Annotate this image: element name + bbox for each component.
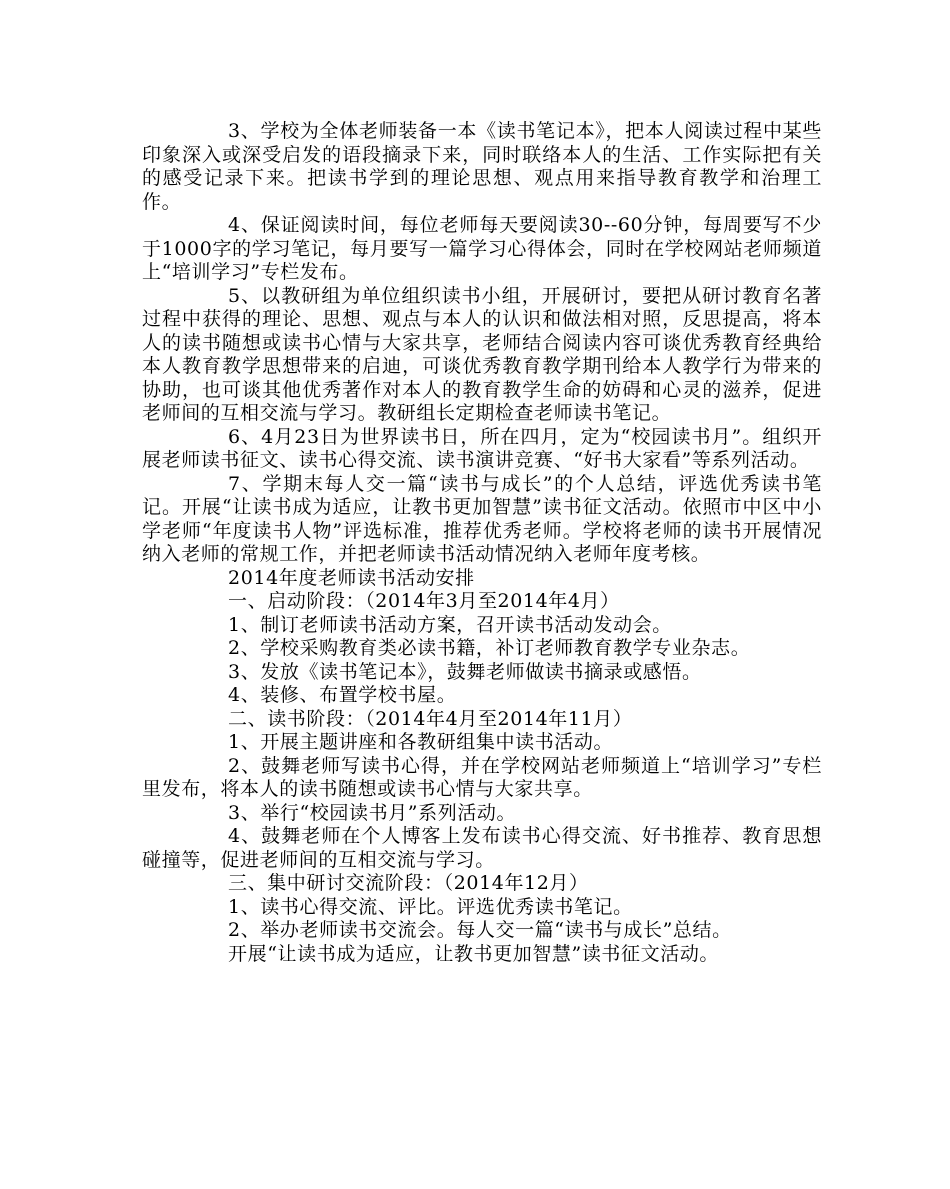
paragraph-item-5: 5、以教研组为单位组织读书小组，开展研讨，要把从研讨教育名著过程中获得的理论、思想、观点与本人的认识和做法相对照，反思提高，将本人的读书随想或读书心情与大家共享，老师结合阅读内容可谈优秀教育经典给本人教育教学思想带来的启迪，可谈优秀教育教学期刊给本人教学行为带来的协助，也可谈其他优秀著作对本人的教育教学生命的妨碍和心灵的滋养，促进老师间的互相交流与学习。教研组长定期检查老师读书笔记。 (142, 284, 822, 424)
phase2-item-4: 4、鼓舞老师在个人博客上发布读书心得交流、好书推荐、教育思想碰撞等，促进老师间的互相交流与学习。 (142, 825, 822, 871)
phase1-item-1: 1、制订老师读书活动方案，召开读书活动发动会。 (228, 613, 672, 636)
phase2-item-3: 3、举行“校园读书月”系列活动。 (228, 801, 517, 824)
paragraph-item-3: 3、学校为全体老师装备一本《读书笔记本》，把本人阅读过程中某些印象深入或深受启发的语段摘录下来，同时联络本人的生活、工作实际把有关的感受记录下来。把读书学到的理论思想、观点用来指导教育教学和治理工作。 (142, 120, 822, 213)
phase1-item-2: 2、学校采购教育类必读书籍，补订老师教育教学专业杂志。 (228, 637, 751, 659)
phase2-item-2: 2、鼓舞老师写读书心得，并在学校网站老师频道上“培训学习”专栏里发布，将本人的读书随想或读书心情与大家共享。 (142, 754, 822, 800)
phase3-item-3: 开展“让读书成为适应，让教书更加智慧”读书征文活动。 (228, 942, 720, 965)
paragraph-item-6: 6、4月23日为世界读书日，所在四月，定为“校园读书月”。组织开展老师读书征文、读书心得交流、读书演讲竞赛、“好书大家看”等系列活动。 (142, 425, 822, 471)
phase3-item-2: 2、举办老师读书交流会。每人交一篇“读书与成长”总结。 (228, 919, 732, 941)
phase2-item-1: 1、开展主题讲座和各教研组集中读书活动。 (228, 731, 614, 753)
phase1-item-3: 3、发放《读书笔记本》，鼓舞老师做读书摘录或感悟。 (228, 660, 702, 683)
paragraph-item-4: 4、保证阅读时间，每位老师每天要阅读30--60分钟，每周要写不少于1000字的学习笔记，每月要写一篇学习心得体会，同时在学校网站老师频道上“培训学习”专栏发布。 (142, 214, 822, 283)
phase1-item-4: 4、装修、布置学校书屋。 (228, 684, 457, 706)
document-body (142, 120, 822, 966)
phase-heading-3: 三、集中研讨交流阶段：（2014年12月） (228, 872, 589, 894)
phase3-item-1: 1、读书心得交流、评比。评选优秀读书笔记。 (228, 895, 633, 918)
section-title: 2014年度老师读书活动安排 (228, 566, 475, 589)
phase-heading-1: 一、启动阶段：（2014年3月至2014年4月） (228, 590, 620, 612)
paragraph-item-7: 7、学期末每人交一篇“读书与成长”的个人总结，评选优秀读书笔记。开展“让读书成为适应，让教书更加智慧”读书征文活动。依照市中区中小学老师“年度读书人物”评选标准，推荐优秀老师。学校将老师的读书开展情况纳入老师的常规工作，并把老师读书活动情况纳入老师年度考核。 (142, 472, 822, 565)
phase-heading-2: 二、读书阶段：（2014年4月至2014年11月） (228, 707, 633, 730)
